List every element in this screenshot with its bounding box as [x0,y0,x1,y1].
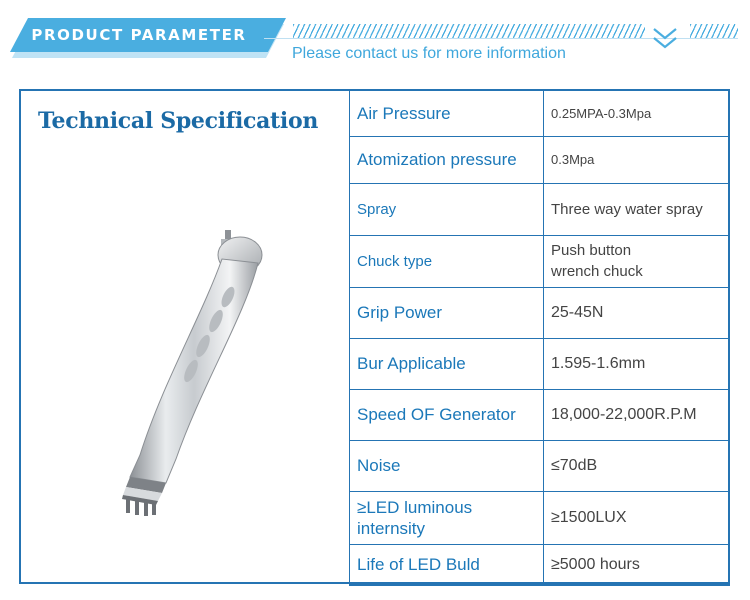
spec-label: Chuck type [350,235,544,287]
spec-value: ≥5000 hours [544,544,730,585]
spec-label: Spray [350,183,544,235]
spec-value: 18,000-22,000R.P.M [544,389,730,440]
table-row [350,90,730,136]
table-row [350,136,730,183]
table-row [350,338,730,389]
spec-label: Life of LED Buld [350,544,544,585]
spec-value: ≤70dB [544,440,730,491]
contact-subtitle: Please contact us for more information [292,45,566,62]
spec-label: Air Pressure [350,90,544,136]
product-parameter-banner [10,18,286,58]
dental-handpiece-image [90,225,290,525]
spec-value: Push button wrench chuck [544,235,730,287]
table-row [350,235,730,287]
spec-table [349,89,730,586]
table-row [350,491,730,544]
table-row [350,544,730,585]
double-chevron-down-icon [651,24,679,52]
spec-value: 25-45N [544,287,730,338]
spec-value: 0.3Mpa [544,136,730,183]
spec-label: Speed OF Generator [350,389,544,440]
section-title: Technical Specification [38,108,319,134]
hatch-decoration [293,24,645,38]
table-row [350,440,730,491]
spec-value: 0.25MPA-0.3Mpa [544,90,730,136]
hatch-decoration-right [690,24,738,38]
spec-value: 1.595-1.6mm [544,338,730,389]
spec-label: Noise [350,440,544,491]
table-row [350,183,730,235]
table-row [350,389,730,440]
spec-label: ≥LED luminous internsity [350,491,544,544]
table-row [350,287,730,338]
spec-label: Atomization pressure [350,136,544,183]
spec-label: Grip Power [350,287,544,338]
spec-value: ≥1500LUX [544,491,730,544]
spec-value: Three way water spray [544,183,730,235]
spec-label: Bur Applicable [350,338,544,389]
banner-label: PRODUCT PARAMETER [31,26,247,44]
